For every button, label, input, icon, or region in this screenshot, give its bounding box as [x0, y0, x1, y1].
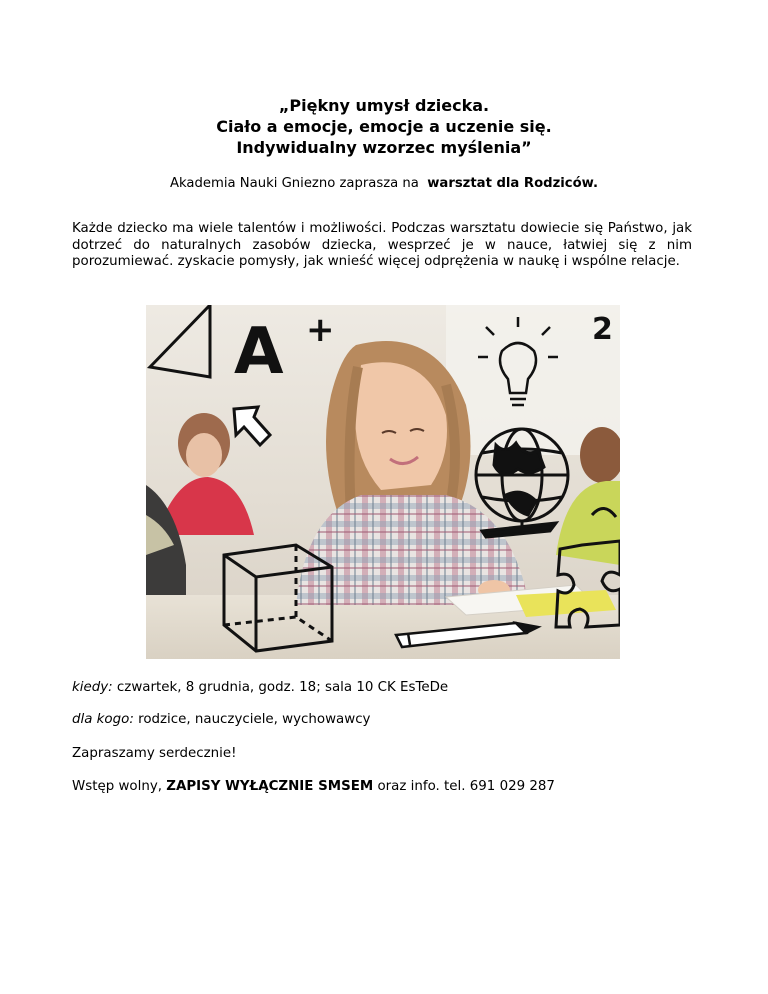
document-title — [72, 95, 696, 158]
audience-value: rodzice, nauczyciele, wychowawcy — [138, 712, 371, 727]
when-line — [72, 679, 448, 696]
contact-info: oraz info. tel. 691 029 287 — [377, 779, 555, 794]
svg-text:A: A — [234, 315, 284, 389]
title-line-3: Indywidualny wzorzec myślenia” — [236, 138, 532, 157]
doodle-number — [592, 312, 613, 347]
audience-line — [72, 711, 370, 728]
title-line-1: „Piękny umysł dziecka. — [278, 96, 490, 115]
signup-notice: ZAPISY WYŁĄCZNIE SMSEM — [166, 779, 374, 794]
when-label: kiedy: — [72, 680, 113, 695]
svg-text:+: + — [306, 310, 335, 350]
invitation-line — [72, 175, 696, 192]
workshop-photo — [146, 305, 620, 659]
when-value: czwartek, 8 grudnia, godz. 18; sala 10 CK EsTeDe — [116, 680, 449, 695]
intro-paragraph: Każde dziecko ma wiele talentów i możliwości. Podczas warsztatu dowiecie się Państwo, jak dotrzeć do naturalnych zasobów dziecka, wesprzeć je w nauce, łatwiej się z nim porozumiewać. zyskacie pomysły, jak wnieść więcej odprężenia w naukę i wspólne relacje. — [72, 221, 692, 270]
svg-text:2: 2 — [592, 312, 613, 347]
title-line-2: Ciało a emocje, emocje a uczenie się. — [216, 117, 552, 136]
invitation-workshop: warsztat dla Rodziców. — [427, 176, 598, 191]
closing-invitation: Zapraszamy serdecznie! — [72, 746, 237, 761]
invitation-text: Akademia Nauki Gniezno zaprasza na — [170, 176, 419, 191]
entry-text: Wstęp wolny, — [72, 779, 162, 794]
entry-line — [72, 778, 555, 795]
audience-label: dla kogo: — [72, 712, 134, 727]
